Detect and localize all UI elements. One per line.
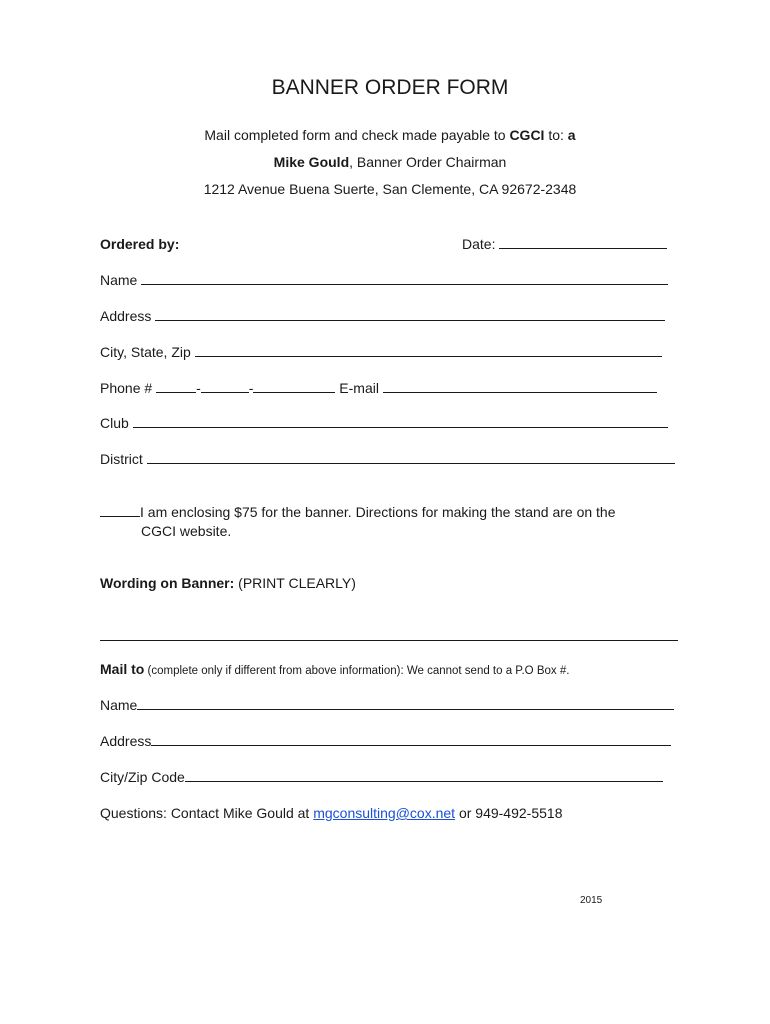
club-field[interactable]	[100, 415, 668, 431]
mail-address-label: Address	[100, 733, 152, 749]
mail-to-label: Mail to	[100, 661, 145, 677]
city-state-zip-field[interactable]	[100, 344, 662, 360]
address-field[interactable]	[100, 308, 665, 324]
name-blank[interactable]	[141, 272, 668, 285]
questions-line	[100, 805, 562, 821]
mail-to-heading	[100, 661, 569, 677]
phone-separator: -	[248, 380, 254, 396]
name-field[interactable]	[100, 272, 668, 288]
phone-area-blank[interactable]	[156, 380, 196, 393]
contact-email-link[interactable]: mgconsulting@cox.net	[313, 805, 456, 821]
date-blank[interactable]	[499, 236, 667, 249]
wording-note: (PRINT CLEARLY)	[234, 575, 356, 591]
chairman-title: , Banner Order Chairman	[349, 154, 507, 170]
chairman-name: Mike Gould	[273, 154, 350, 170]
intro-text-to: to:	[544, 127, 568, 143]
enclosing-text: I am enclosing $75 for the banner. Directions for making the stand are on the	[140, 504, 616, 520]
form-title: BANNER ORDER FORM	[271, 76, 509, 99]
intro-line-1	[0, 127, 770, 143]
address-label: Address	[100, 308, 152, 324]
mail-city-field[interactable]	[100, 769, 663, 785]
email-blank[interactable]	[383, 380, 657, 393]
phone-email-row	[100, 380, 657, 396]
intro-line-2	[0, 154, 770, 170]
phone-separator: -	[196, 380, 201, 396]
enclosing-line-2: CGCI website.	[141, 523, 232, 539]
enclosing-line-1	[100, 504, 616, 520]
form-year: 2015	[580, 895, 603, 906]
mail-address-blank[interactable]	[151, 733, 671, 746]
city-state-zip-blank[interactable]	[195, 344, 662, 357]
date-field[interactable]	[462, 236, 667, 252]
district-label: District	[100, 451, 143, 467]
email-label: E-mail	[339, 380, 379, 396]
intro-tail: a	[567, 127, 576, 143]
enclosing-check-blank[interactable]	[100, 504, 140, 517]
intro-text: Mail completed form and check made payable to	[204, 127, 510, 143]
club-label: Club	[100, 415, 129, 431]
mail-name-field[interactable]	[100, 697, 674, 713]
wording-label: Wording on Banner:	[100, 575, 235, 591]
phone-label: Phone #	[100, 380, 153, 396]
phone-prefix-blank[interactable]	[201, 380, 249, 393]
contact-phone: or 949-492-5518	[455, 805, 563, 821]
address-blank[interactable]	[155, 308, 665, 321]
wording-blank[interactable]	[100, 640, 678, 641]
club-blank[interactable]	[133, 415, 668, 428]
payee-name: CGCI	[509, 127, 545, 143]
wording-label-line	[100, 575, 356, 591]
mail-address-field[interactable]	[100, 733, 671, 749]
mail-name-blank[interactable]	[137, 697, 674, 710]
mail-city-label: City/Zip Code	[100, 769, 185, 785]
name-label: Name	[100, 272, 138, 288]
district-blank[interactable]	[147, 451, 675, 464]
mailing-address: 1212 Avenue Buena Suerte, San Clemente, CA 92672-2348	[203, 181, 577, 197]
ordered-by-heading: Ordered by:	[100, 236, 180, 252]
phone-line-blank[interactable]	[253, 380, 335, 393]
mail-name-label: Name	[100, 697, 138, 713]
questions-text: Questions: Contact Mike Gould at	[100, 805, 314, 821]
district-field[interactable]	[100, 451, 675, 467]
city-state-zip-label: City, State, Zip	[100, 344, 191, 360]
mail-to-note: (complete only if different from above information): We cannot send to a P.O Box #.	[144, 665, 570, 677]
date-label: Date:	[462, 236, 496, 252]
mail-city-blank[interactable]	[185, 769, 663, 782]
